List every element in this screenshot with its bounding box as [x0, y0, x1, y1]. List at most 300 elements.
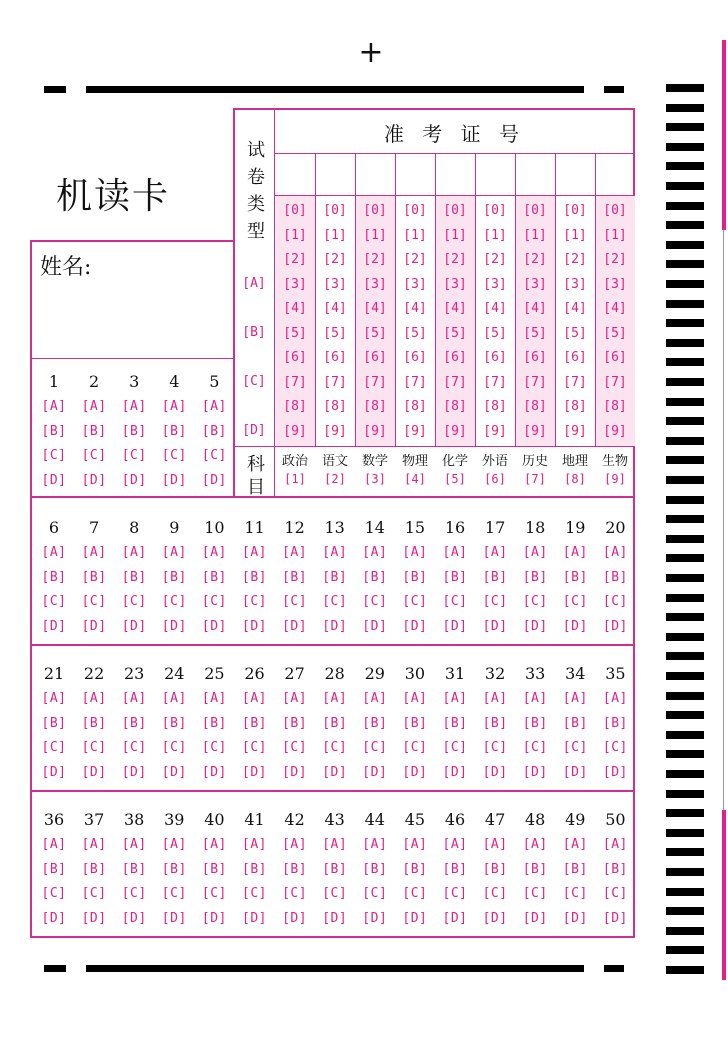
answer-option[interactable]: [B]	[402, 861, 428, 877]
answer-option[interactable]: [D]	[562, 910, 588, 926]
answer-option[interactable]: [D]	[81, 910, 107, 926]
exam-id-digit[interactable]: [1]	[363, 227, 387, 243]
answer-option[interactable]: [A]	[121, 545, 147, 560]
exam-id-digit[interactable]: [2]	[363, 252, 387, 267]
exam-id-digit[interactable]: [8]	[603, 399, 627, 414]
answer-option[interactable]: [C]	[442, 886, 468, 901]
exam-id-digit[interactable]: [2]	[443, 252, 467, 267]
answer-option[interactable]: [A]	[242, 837, 267, 852]
answer-option[interactable]: [C]	[402, 594, 428, 609]
answer-option[interactable]: [D]	[362, 764, 388, 780]
answer-option[interactable]: [B]	[442, 569, 468, 585]
answer-option[interactable]: [B]	[562, 569, 588, 585]
exam-id-digit[interactable]: [2]	[483, 252, 507, 267]
answer-option[interactable]: [B]	[41, 861, 67, 877]
answer-option[interactable]: [C]	[482, 594, 508, 609]
exam-id-digit[interactable]: [5]	[323, 325, 347, 341]
exam-id-digit[interactable]: [7]	[563, 374, 587, 390]
answer-option[interactable]: [D]	[121, 764, 147, 780]
answer-option[interactable]: [C]	[282, 886, 308, 901]
answer-option[interactable]: [B]	[442, 861, 468, 877]
exam-id-digit[interactable]: [6]	[323, 350, 347, 365]
answer-option[interactable]: [D]	[402, 618, 428, 634]
exam-id-digit[interactable]: [1]	[563, 227, 587, 243]
answer-option[interactable]: [C]	[242, 740, 267, 755]
answer-option[interactable]: [A]	[362, 691, 388, 706]
answer-option[interactable]: [D]	[161, 618, 187, 634]
answer-option[interactable]: [B]	[362, 569, 388, 585]
answer-option[interactable]: [D]	[602, 910, 628, 926]
answer-option[interactable]: [A]	[201, 691, 227, 706]
exam-id-write-box[interactable]	[276, 154, 314, 194]
answer-option[interactable]: [B]	[161, 715, 187, 731]
exam-id-digit[interactable]: [8]	[323, 399, 347, 414]
answer-option[interactable]: [B]	[562, 861, 588, 877]
exam-id-digit[interactable]: [3]	[443, 276, 467, 292]
answer-option[interactable]: [C]	[442, 740, 468, 755]
answer-option[interactable]: [A]	[81, 837, 107, 852]
exam-id-digit[interactable]: [2]	[323, 252, 347, 267]
exam-id-write-box[interactable]	[436, 154, 474, 194]
exam-id-digit[interactable]: [8]	[443, 399, 467, 414]
exam-id-digit[interactable]: [2]	[603, 252, 627, 267]
exam-id-digit[interactable]: [5]	[443, 325, 467, 341]
answer-option[interactable]: [C]	[121, 448, 147, 463]
exam-id-digit[interactable]: [3]	[283, 276, 307, 292]
answer-option[interactable]: [B]	[81, 423, 107, 439]
answer-option[interactable]: [D]	[562, 764, 588, 780]
exam-id-digit[interactable]: [6]	[403, 350, 427, 365]
answer-option[interactable]: [D]	[402, 764, 428, 780]
exam-id-digit[interactable]: [9]	[403, 423, 427, 439]
exam-id-digit[interactable]: [0]	[523, 203, 547, 218]
answer-option[interactable]: [A]	[41, 399, 67, 414]
answer-option[interactable]: [A]	[41, 837, 67, 852]
answer-option[interactable]: [C]	[161, 740, 187, 755]
exam-id-digit[interactable]: [6]	[603, 350, 627, 365]
answer-option[interactable]: [D]	[282, 910, 308, 926]
answer-option[interactable]: [C]	[41, 594, 67, 609]
answer-option[interactable]: [C]	[41, 448, 67, 463]
answer-option[interactable]: [C]	[602, 740, 628, 755]
subject-code[interactable]: [5]	[444, 472, 466, 486]
answer-option[interactable]: [D]	[522, 764, 548, 780]
exam-id-digit[interactable]: [6]	[443, 350, 467, 365]
answer-option[interactable]: [C]	[121, 594, 147, 609]
exam-id-digit[interactable]: [4]	[283, 301, 307, 316]
exam-id-digit[interactable]: [5]	[283, 325, 307, 341]
exam-id-digit[interactable]: [4]	[363, 301, 387, 316]
answer-option[interactable]: [C]	[81, 740, 107, 755]
answer-option[interactable]: [B]	[121, 569, 147, 585]
exam-id-digit[interactable]: [9]	[603, 423, 627, 439]
subject-code[interactable]: [1]	[284, 472, 306, 486]
exam-id-digit[interactable]: [1]	[403, 227, 427, 243]
exam-id-digit[interactable]: [7]	[603, 374, 627, 390]
answer-option[interactable]: [A]	[121, 399, 147, 414]
exam-id-digit[interactable]: [7]	[523, 374, 547, 390]
answer-option[interactable]: [D]	[201, 618, 227, 634]
answer-option[interactable]: [C]	[242, 886, 267, 901]
answer-option[interactable]: [A]	[282, 545, 308, 560]
answer-option[interactable]: [C]	[362, 594, 388, 609]
exam-id-digit[interactable]: [8]	[483, 399, 507, 414]
answer-option[interactable]: [B]	[161, 423, 187, 439]
answer-option[interactable]: [A]	[161, 545, 187, 560]
answer-option[interactable]: [D]	[242, 618, 267, 634]
answer-option[interactable]: [B]	[242, 715, 267, 731]
exam-id-digit[interactable]: [9]	[363, 423, 387, 439]
exam-id-digit[interactable]: [1]	[523, 227, 547, 243]
answer-option[interactable]: [C]	[482, 740, 508, 755]
exam-id-digit[interactable]: [6]	[563, 350, 587, 365]
answer-option[interactable]: [C]	[81, 886, 107, 901]
answer-option[interactable]: [A]	[242, 545, 267, 560]
answer-option[interactable]: [D]	[81, 472, 107, 488]
answer-option[interactable]: [B]	[121, 423, 147, 439]
answer-option[interactable]: [A]	[322, 691, 348, 706]
answer-option[interactable]: [D]	[482, 764, 508, 780]
answer-option[interactable]: [D]	[41, 764, 67, 780]
answer-option[interactable]: [D]	[482, 910, 508, 926]
answer-option[interactable]: [B]	[41, 569, 67, 585]
exam-id-digit[interactable]: [2]	[563, 252, 587, 267]
answer-option[interactable]: [B]	[121, 861, 147, 877]
answer-option[interactable]: [B]	[161, 569, 187, 585]
exam-id-write-box[interactable]	[476, 154, 514, 194]
answer-option[interactable]: [A]	[442, 691, 468, 706]
subject-code[interactable]: [9]	[604, 472, 626, 486]
answer-option[interactable]: [D]	[121, 910, 147, 926]
answer-option[interactable]: [D]	[201, 764, 227, 780]
answer-option[interactable]: [C]	[201, 740, 227, 755]
exam-id-digit[interactable]: [8]	[563, 399, 587, 414]
answer-option[interactable]: [A]	[362, 837, 388, 852]
answer-option[interactable]: [A]	[602, 545, 628, 560]
subject-code[interactable]: [8]	[564, 472, 586, 486]
answer-option[interactable]: [C]	[522, 740, 548, 755]
answer-option[interactable]: [B]	[201, 569, 227, 585]
answer-option[interactable]: [A]	[121, 691, 147, 706]
answer-option[interactable]: [D]	[322, 764, 348, 780]
answer-option[interactable]: [A]	[562, 545, 588, 560]
answer-option[interactable]: [D]	[442, 910, 468, 926]
answer-option[interactable]: [D]	[482, 618, 508, 634]
answer-option[interactable]: [B]	[322, 715, 348, 731]
exam-id-digit[interactable]: [7]	[483, 374, 507, 390]
answer-option[interactable]: [D]	[562, 618, 588, 634]
answer-option[interactable]: [C]	[362, 886, 388, 901]
answer-option[interactable]: [B]	[322, 861, 348, 877]
answer-option[interactable]: [B]	[402, 715, 428, 731]
answer-option[interactable]: [A]	[602, 691, 628, 706]
exam-id-digit[interactable]: [2]	[283, 252, 307, 267]
exam-id-digit[interactable]: [1]	[323, 227, 347, 243]
exam-id-digit[interactable]: [4]	[563, 301, 587, 316]
answer-option[interactable]: [C]	[522, 886, 548, 901]
answer-option[interactable]: [B]	[41, 423, 67, 439]
exam-id-write-box[interactable]	[356, 154, 394, 194]
answer-option[interactable]: [C]	[322, 740, 348, 755]
answer-option[interactable]: [D]	[522, 910, 548, 926]
answer-option[interactable]: [D]	[522, 618, 548, 634]
answer-option[interactable]: [B]	[482, 715, 508, 731]
answer-option[interactable]: [D]	[121, 472, 147, 488]
answer-option[interactable]: [B]	[161, 861, 187, 877]
paper-type-option[interactable]: [A]	[242, 276, 266, 291]
answer-option[interactable]: [A]	[562, 837, 588, 852]
exam-id-digit[interactable]: [5]	[563, 325, 587, 341]
answer-option[interactable]: [C]	[161, 594, 187, 609]
subject-code[interactable]: [3]	[364, 472, 386, 486]
answer-option[interactable]: [C]	[482, 886, 508, 901]
exam-id-digit[interactable]: [5]	[523, 325, 547, 341]
answer-option[interactable]: [D]	[442, 764, 468, 780]
answer-option[interactable]: [D]	[121, 618, 147, 634]
answer-option[interactable]: [A]	[522, 837, 548, 852]
answer-option[interactable]: [A]	[161, 691, 187, 706]
exam-id-digit[interactable]: [1]	[603, 227, 627, 243]
answer-option[interactable]: [B]	[201, 715, 227, 731]
exam-id-digit[interactable]: [9]	[523, 423, 547, 439]
answer-option[interactable]: [D]	[161, 764, 187, 780]
answer-option[interactable]: [D]	[242, 764, 267, 780]
exam-id-digit[interactable]: [2]	[523, 252, 547, 267]
answer-option[interactable]: [C]	[41, 740, 67, 755]
answer-option[interactable]: [B]	[522, 861, 548, 877]
answer-option[interactable]: [A]	[81, 399, 107, 414]
paper-type-option[interactable]: [C]	[242, 374, 266, 389]
answer-option[interactable]: [C]	[41, 886, 67, 901]
answer-option[interactable]: [B]	[482, 569, 508, 585]
exam-id-write-box[interactable]	[396, 154, 434, 194]
answer-option[interactable]: [A]	[442, 837, 468, 852]
exam-id-digit[interactable]: [3]	[363, 276, 387, 292]
answer-option[interactable]: [B]	[81, 569, 107, 585]
answer-option[interactable]: [A]	[121, 837, 147, 852]
exam-id-digit[interactable]: [7]	[363, 374, 387, 390]
answer-option[interactable]: [B]	[242, 861, 267, 877]
answer-option[interactable]: [C]	[201, 448, 227, 463]
answer-option[interactable]: [B]	[81, 715, 107, 731]
answer-option[interactable]: [A]	[362, 545, 388, 560]
answer-option[interactable]: [B]	[201, 423, 227, 439]
answer-option[interactable]: [D]	[201, 472, 227, 488]
answer-option[interactable]: [A]	[81, 545, 107, 560]
answer-option[interactable]: [D]	[362, 618, 388, 634]
exam-id-digit[interactable]: [7]	[323, 374, 347, 390]
exam-id-digit[interactable]: [4]	[603, 301, 627, 316]
answer-option[interactable]: [A]	[402, 545, 428, 560]
answer-option[interactable]: [D]	[161, 472, 187, 488]
answer-option[interactable]: [C]	[201, 886, 227, 901]
answer-option[interactable]: [C]	[362, 740, 388, 755]
answer-option[interactable]: [B]	[602, 715, 628, 731]
answer-option[interactable]: [B]	[81, 861, 107, 877]
exam-id-digit[interactable]: [9]	[483, 423, 507, 439]
exam-id-digit[interactable]: [3]	[563, 276, 587, 292]
answer-option[interactable]: [C]	[282, 594, 308, 609]
answer-option[interactable]: [A]	[402, 691, 428, 706]
answer-option[interactable]: [D]	[41, 472, 67, 488]
answer-option[interactable]: [D]	[602, 764, 628, 780]
answer-option[interactable]: [D]	[282, 764, 308, 780]
answer-option[interactable]: [C]	[322, 594, 348, 609]
exam-id-digit[interactable]: [2]	[403, 252, 427, 267]
exam-id-digit[interactable]: [0]	[483, 203, 507, 218]
paper-type-option[interactable]: [D]	[242, 423, 266, 438]
answer-option[interactable]: [D]	[81, 764, 107, 780]
exam-id-digit[interactable]: [5]	[603, 325, 627, 341]
exam-id-digit[interactable]: [3]	[603, 276, 627, 292]
answer-option[interactable]: [C]	[402, 740, 428, 755]
exam-id-digit[interactable]: [1]	[443, 227, 467, 243]
exam-id-digit[interactable]: [6]	[523, 350, 547, 365]
answer-option[interactable]: [B]	[602, 861, 628, 877]
answer-option[interactable]: [A]	[602, 837, 628, 852]
answer-option[interactable]: [D]	[161, 910, 187, 926]
exam-id-digit[interactable]: [9]	[563, 423, 587, 439]
answer-option[interactable]: [A]	[201, 399, 227, 414]
answer-option[interactable]: [B]	[562, 715, 588, 731]
answer-option[interactable]: [A]	[161, 399, 187, 414]
answer-option[interactable]: [D]	[81, 618, 107, 634]
answer-option[interactable]: [B]	[282, 861, 308, 877]
answer-option[interactable]: [C]	[602, 886, 628, 901]
exam-id-digit[interactable]: [6]	[483, 350, 507, 365]
answer-option[interactable]: [C]	[81, 594, 107, 609]
exam-id-digit[interactable]: [4]	[443, 301, 467, 316]
answer-option[interactable]: [C]	[562, 740, 588, 755]
answer-option[interactable]: [A]	[242, 691, 267, 706]
exam-id-digit[interactable]: [8]	[523, 399, 547, 414]
exam-id-digit[interactable]: [5]	[403, 325, 427, 341]
answer-option[interactable]: [A]	[482, 545, 508, 560]
answer-option[interactable]: [A]	[81, 691, 107, 706]
answer-option[interactable]: [C]	[562, 886, 588, 901]
exam-id-digit[interactable]: [7]	[443, 374, 467, 390]
answer-option[interactable]: [B]	[322, 569, 348, 585]
exam-id-digit[interactable]: [3]	[403, 276, 427, 292]
answer-option[interactable]: [B]	[482, 861, 508, 877]
exam-id-digit[interactable]: [8]	[403, 399, 427, 414]
exam-id-digit[interactable]: [4]	[483, 301, 507, 316]
answer-option[interactable]: [B]	[282, 715, 308, 731]
exam-id-digit[interactable]: [3]	[523, 276, 547, 292]
answer-option[interactable]: [B]	[242, 569, 267, 585]
answer-option[interactable]: [D]	[201, 910, 227, 926]
answer-option[interactable]: [C]	[161, 886, 187, 901]
answer-option[interactable]: [C]	[161, 448, 187, 463]
answer-option[interactable]: [A]	[482, 691, 508, 706]
exam-id-digit[interactable]: [4]	[403, 301, 427, 316]
answer-option[interactable]: [C]	[402, 886, 428, 901]
answer-option[interactable]: [A]	[282, 837, 308, 852]
exam-id-write-box[interactable]	[556, 154, 594, 194]
exam-id-digit[interactable]: [7]	[283, 374, 307, 390]
exam-id-digit[interactable]: [1]	[283, 227, 307, 243]
exam-id-digit[interactable]: [8]	[363, 399, 387, 414]
answer-option[interactable]: [B]	[522, 569, 548, 585]
exam-id-digit[interactable]: [9]	[443, 423, 467, 439]
answer-option[interactable]: [A]	[322, 545, 348, 560]
answer-option[interactable]: [C]	[602, 594, 628, 609]
answer-option[interactable]: [A]	[482, 837, 508, 852]
answer-option[interactable]: [B]	[522, 715, 548, 731]
answer-option[interactable]: [C]	[282, 740, 308, 755]
answer-option[interactable]: [B]	[121, 715, 147, 731]
answer-option[interactable]: [C]	[442, 594, 468, 609]
answer-option[interactable]: [A]	[201, 545, 227, 560]
answer-option[interactable]: [C]	[522, 594, 548, 609]
answer-option[interactable]: [C]	[121, 886, 147, 901]
exam-id-digit[interactable]: [0]	[603, 203, 627, 218]
exam-id-digit[interactable]: [4]	[323, 301, 347, 316]
subject-code[interactable]: [7]	[524, 472, 546, 486]
answer-option[interactable]: [A]	[161, 837, 187, 852]
exam-id-write-box[interactable]	[316, 154, 354, 194]
answer-option[interactable]: [D]	[282, 618, 308, 634]
answer-option[interactable]: [D]	[41, 618, 67, 634]
exam-id-write-box[interactable]	[596, 154, 634, 194]
answer-option[interactable]: [A]	[41, 691, 67, 706]
exam-id-digit[interactable]: [0]	[283, 203, 307, 218]
answer-option[interactable]: [A]	[522, 545, 548, 560]
answer-option[interactable]: [C]	[201, 594, 227, 609]
answer-option[interactable]: [D]	[402, 910, 428, 926]
subject-code[interactable]: [2]	[324, 472, 346, 486]
answer-option[interactable]: [D]	[362, 910, 388, 926]
exam-id-digit[interactable]: [0]	[363, 203, 387, 218]
exam-id-digit[interactable]: [1]	[483, 227, 507, 243]
answer-option[interactable]: [A]	[322, 837, 348, 852]
answer-option[interactable]: [A]	[41, 545, 67, 560]
exam-id-digit[interactable]: [0]	[563, 203, 587, 218]
answer-option[interactable]: [D]	[442, 618, 468, 634]
answer-option[interactable]: [B]	[201, 861, 227, 877]
answer-option[interactable]: [D]	[242, 910, 267, 926]
answer-option[interactable]: [C]	[322, 886, 348, 901]
exam-id-digit[interactable]: [6]	[363, 350, 387, 365]
answer-option[interactable]: [A]	[442, 545, 468, 560]
exam-id-digit[interactable]: [3]	[323, 276, 347, 292]
subject-code[interactable]: [4]	[404, 472, 426, 486]
answer-option[interactable]: [A]	[522, 691, 548, 706]
subject-code[interactable]: [6]	[484, 472, 506, 486]
answer-option[interactable]: [D]	[41, 910, 67, 926]
answer-option[interactable]: [D]	[322, 910, 348, 926]
name-input-area[interactable]	[32, 285, 232, 355]
exam-id-digit[interactable]: [0]	[443, 203, 467, 218]
paper-type-option[interactable]: [B]	[242, 325, 266, 340]
answer-option[interactable]: [C]	[562, 594, 588, 609]
answer-option[interactable]: [B]	[442, 715, 468, 731]
answer-option[interactable]: [D]	[322, 618, 348, 634]
answer-option[interactable]: [C]	[121, 740, 147, 755]
answer-option[interactable]: [B]	[362, 861, 388, 877]
answer-option[interactable]: [B]	[602, 569, 628, 585]
answer-option[interactable]: [C]	[242, 594, 267, 609]
answer-option[interactable]: [B]	[41, 715, 67, 731]
exam-id-digit[interactable]: [5]	[483, 325, 507, 341]
answer-option[interactable]: [A]	[402, 837, 428, 852]
answer-option[interactable]: [A]	[282, 691, 308, 706]
answer-option[interactable]: [B]	[402, 569, 428, 585]
exam-id-digit[interactable]: [9]	[283, 423, 307, 439]
answer-option[interactable]: [B]	[362, 715, 388, 731]
exam-id-digit[interactable]: [8]	[283, 399, 307, 414]
exam-id-digit[interactable]: [0]	[403, 203, 427, 218]
